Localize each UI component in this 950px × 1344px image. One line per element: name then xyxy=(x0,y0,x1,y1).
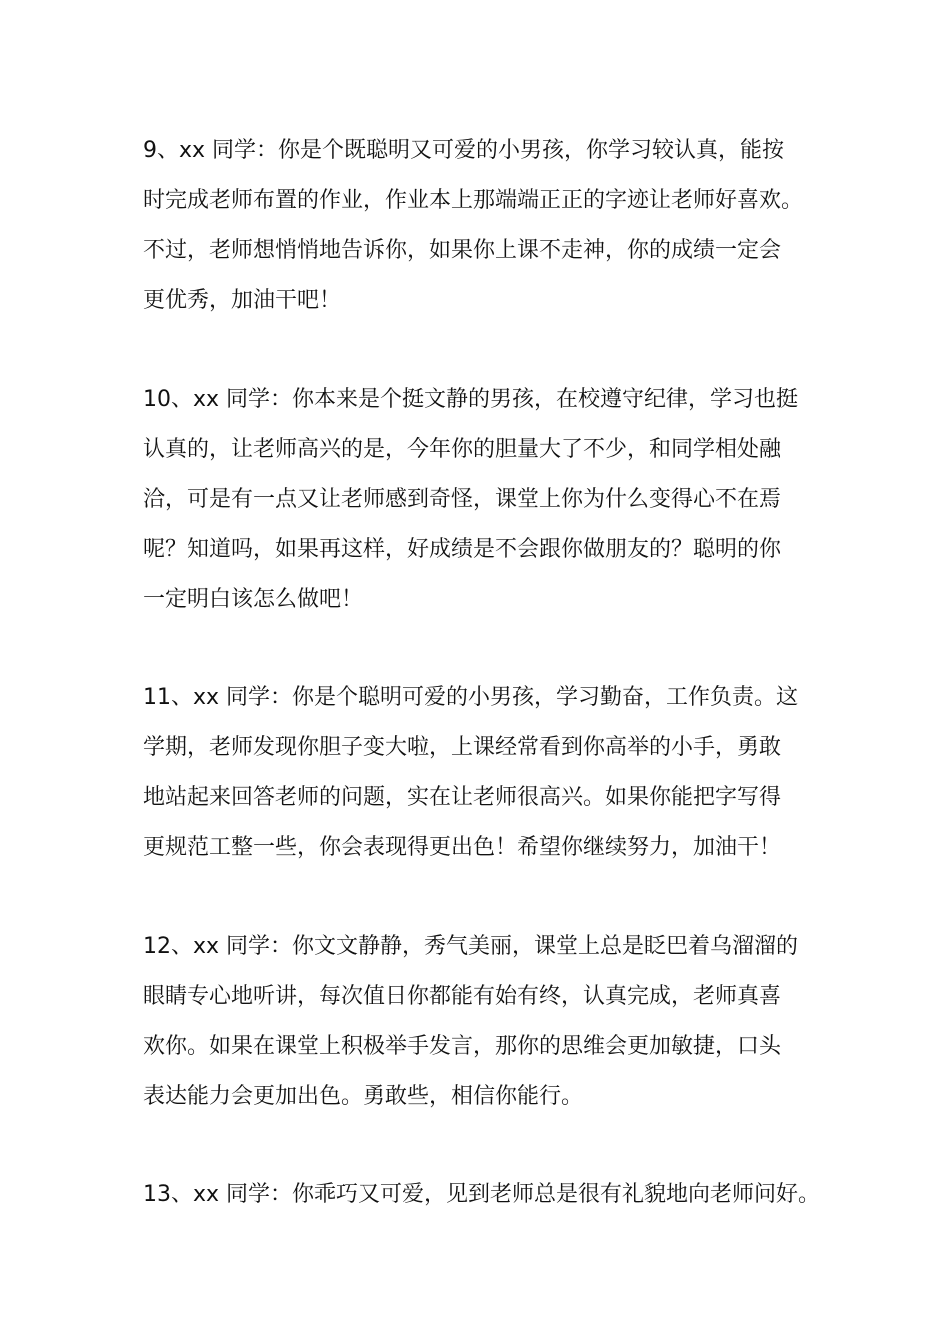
text-line: 表达能力会更加出色。勇敢些，相信你能行。 xyxy=(143,1084,584,1109)
text-line: 地站起来回答老师的问题，实在让老师很高兴。如果你能把字写得 xyxy=(143,785,782,810)
text-line: 10、xx 同学：你本来是个挺文静的男孩，在校遵守纪律，学习也挺 xyxy=(143,387,799,412)
text-line: 12、xx 同学：你文文静静，秀气美丽，课堂上总是眨巴着乌溜溜的 xyxy=(143,934,799,959)
text-line: 更规范工整一些，你会表现得更出色！希望你继续努力，加油干！ xyxy=(143,835,782,860)
text-line: 不过，老师想悄悄地告诉你，如果你上课不走神，你的成绩一定会 xyxy=(143,238,782,263)
text-line: 9、xx 同学：你是个既聪明又可爱的小男孩，你学习较认真，能按 xyxy=(143,138,785,163)
text-line: 时完成老师布置的作业，作业本上那端端正正的字迹让老师好喜欢。 xyxy=(143,188,804,213)
text-line: 一定明白该怎么做吧！ xyxy=(143,587,364,612)
text-line: 认真的，让老师高兴的是，今年你的胆量大了不少，和同学相处融 xyxy=(143,437,782,462)
text-line: 呢？知道吗，如果再这样，好成绩是不会跟你做朋友的？聪明的你 xyxy=(143,537,782,562)
text-line: 学期，老师发现你胆子变大啦，上课经常看到你高举的小手，勇敢 xyxy=(143,735,782,760)
text-line: 13、xx 同学：你乖巧又可爱，见到老师总是很有礼貌地向老师问好。 xyxy=(143,1182,821,1207)
text-line: 欢你。如果在课堂上积极举手发言，那你的思维会更加敏捷，口头 xyxy=(143,1034,782,1059)
text-line: 洽，可是有一点又让老师感到奇怪，课堂上你为什么变得心不在焉 xyxy=(143,487,782,512)
text-line: 更优秀，加油干吧！ xyxy=(143,288,342,313)
text-line: 眼睛专心地听讲，每次值日你都能有始有终，认真完成，老师真喜 xyxy=(143,984,782,1009)
text-line: 11、xx 同学：你是个聪明可爱的小男孩，学习勤奋，工作负责。这 xyxy=(143,685,799,710)
